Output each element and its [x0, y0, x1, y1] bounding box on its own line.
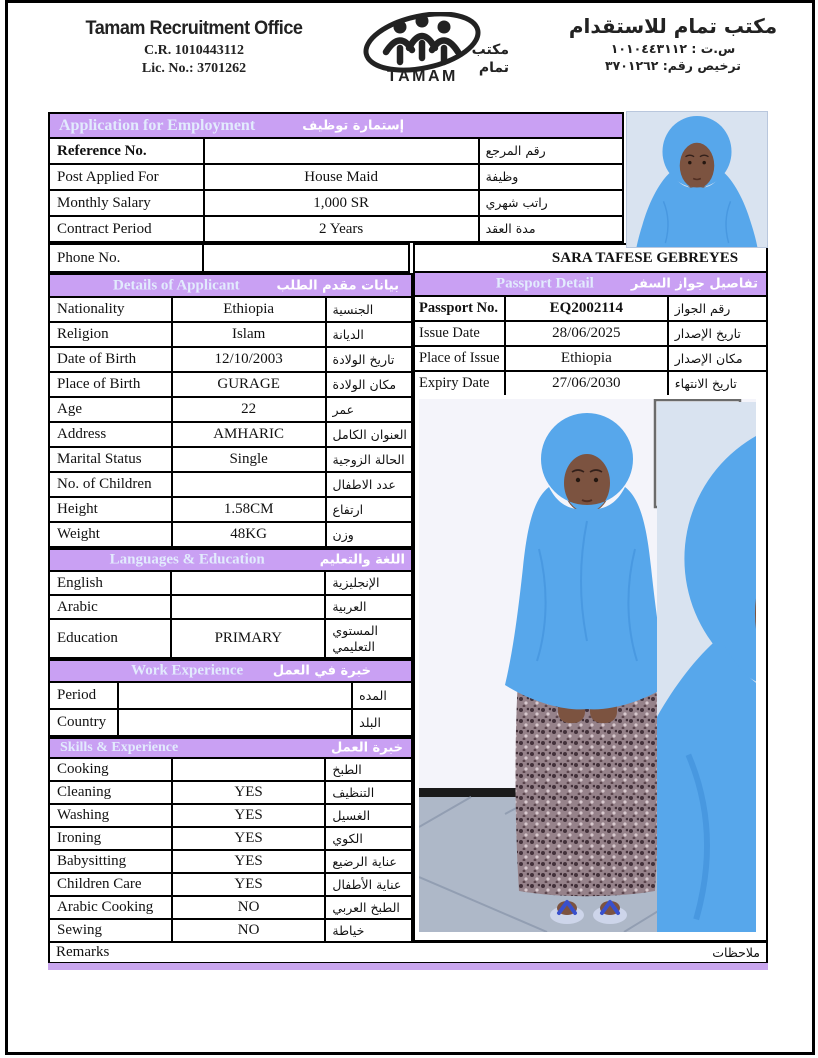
field-value: 2 Years: [204, 216, 479, 242]
field-label-arabic: العنوان الكامل: [326, 422, 412, 447]
field-value: YES: [172, 850, 326, 873]
field-value: YES: [172, 781, 326, 804]
license-number: Lic. No.: 3701262: [141, 61, 247, 76]
field-value: EQ2002114: [505, 296, 668, 321]
section-title-arabic: خبرة في العمل: [272, 663, 371, 679]
field-label-arabic: البلد: [352, 709, 412, 736]
field-label-arabic: عدد الاطفال: [326, 472, 412, 497]
field-label: Religion: [49, 322, 172, 347]
field-value: [171, 571, 325, 595]
work-experience-section: [48, 659, 413, 737]
languages-header-bar: [48, 548, 413, 572]
field-label-arabic: التنظيف: [325, 781, 412, 804]
table-row: [49, 322, 412, 347]
skills-header-bar: [48, 737, 413, 759]
field-label: Arabic: [49, 595, 171, 619]
table-row: [49, 919, 412, 942]
field-value: AMHARIC: [172, 422, 326, 447]
eye: [594, 478, 598, 482]
section-title-arabic: تفاصيل جواز السفر: [630, 276, 758, 292]
section-title: Passport Detail: [495, 275, 594, 292]
field-label-arabic: الكوي: [325, 827, 412, 850]
field-value: Islam: [172, 322, 326, 347]
field-label-arabic: وظيفة: [479, 164, 623, 190]
field-value: [203, 244, 409, 272]
applicant-full-body-photo: [419, 399, 756, 932]
field-label-arabic: خياطة: [325, 919, 412, 942]
table-row: [49, 827, 412, 850]
section-title: Skills & Experience: [60, 740, 179, 755]
section-title-arabic: خبرة العمل: [331, 740, 403, 756]
field-label-arabic: مدة العقد: [479, 216, 623, 242]
section-title-arabic: إستمارة توظيف: [302, 118, 405, 133]
field-label: Washing: [49, 804, 172, 827]
field-value: [118, 709, 352, 736]
field-label-arabic: الطبخ العربي: [325, 896, 412, 919]
field-label-arabic: الديانة: [326, 322, 412, 347]
remarks-label: Remarks: [56, 944, 110, 960]
field-label: Passport No.: [414, 296, 505, 321]
section-title: Languages & Education: [109, 551, 265, 568]
field-label-arabic: العربية: [325, 595, 412, 619]
field-label: Ironing: [49, 827, 172, 850]
field-value: [171, 595, 325, 619]
field-label: Reference No.: [49, 138, 204, 164]
commercial-registration: C.R. 1010443112: [144, 43, 244, 58]
field-value: 12/10/2003: [172, 347, 326, 372]
table-row: [49, 422, 412, 447]
logo-wordmark: TAMAM: [387, 68, 458, 84]
tamam-logo-icon: [360, 12, 510, 84]
field-label: Address: [49, 422, 172, 447]
table-row: [49, 595, 412, 619]
field-value: [172, 758, 326, 781]
table-row: [49, 216, 623, 242]
phone-section: [48, 243, 410, 273]
section-title: Details of Applicant: [113, 277, 240, 293]
section-title: Work Experience: [131, 662, 244, 679]
field-label: Education: [49, 619, 171, 658]
field-value: YES: [172, 873, 326, 896]
field-label: Cleaning: [49, 781, 172, 804]
field-label: English: [49, 571, 171, 595]
field-value: 28/06/2025: [505, 321, 668, 346]
table-row: [49, 347, 412, 372]
skills-section: [48, 737, 413, 943]
field-value: GURAGE: [172, 372, 326, 397]
field-value: Single: [172, 447, 326, 472]
section-title: Application for Employment: [59, 116, 256, 134]
field-label-arabic: عناية الرضيع: [325, 850, 412, 873]
logo-arabic-word-2: تمام: [478, 60, 509, 76]
table-row: [49, 297, 412, 322]
table-row: [49, 619, 412, 658]
skills-table: [48, 757, 413, 943]
field-label: Place of Birth: [49, 372, 172, 397]
field-value: [172, 472, 326, 497]
remarks-label-arabic: ملاحظات: [712, 945, 760, 960]
table-row: [49, 164, 623, 190]
applicant-name: SARA TAFESE GEBREYES: [414, 244, 767, 272]
field-label-arabic: راتب شهري: [479, 190, 623, 216]
field-label: Place of Issue: [414, 346, 505, 371]
field-label: Cooking: [49, 758, 172, 781]
table-row: [414, 321, 767, 346]
table-row: [49, 522, 412, 547]
field-label-arabic: الغسيل: [325, 804, 412, 827]
table-row: [49, 682, 412, 709]
table-row: [414, 371, 767, 396]
field-label-arabic: ارتفاع: [326, 497, 412, 522]
field-label: Country: [49, 709, 118, 736]
table-row: [49, 873, 412, 896]
passport-table: [413, 295, 768, 397]
table-row: [414, 296, 767, 321]
field-label: Monthly Salary: [49, 190, 204, 216]
phone-table: [48, 243, 410, 273]
field-label-arabic: تاريخ الولادة: [326, 347, 412, 372]
application-table: [48, 137, 624, 243]
field-label: Babysitting: [49, 850, 172, 873]
field-label: Weight: [49, 522, 172, 547]
table-row: [49, 244, 409, 272]
field-label-arabic: عناية الأطفال: [325, 873, 412, 896]
field-label: Period: [49, 682, 118, 709]
details-section: [48, 273, 413, 548]
office-name-arabic: مكتب تمام للاستقدام: [568, 14, 778, 38]
field-value: PRIMARY: [171, 619, 325, 658]
field-label: Issue Date: [414, 321, 505, 346]
commercial-registration-arabic: س.ت : ١٠١٠٤٤٣١١٢: [610, 41, 736, 56]
field-label: Age: [49, 397, 172, 422]
field-value: 48KG: [172, 522, 326, 547]
application-section: [48, 112, 624, 243]
field-label: Date of Birth: [49, 347, 172, 372]
field-label-arabic: الجنسية: [326, 297, 412, 322]
field-label-arabic: الطبخ: [325, 758, 412, 781]
details-table: [48, 296, 413, 548]
field-label: Expiry Date: [414, 371, 505, 396]
applicant-portrait-photo: [626, 111, 768, 248]
logo-arabic-word-1: مكتب: [471, 42, 509, 58]
table-row: [49, 850, 412, 873]
letterhead-left: [58, 18, 330, 77]
work-experience-table: [48, 681, 413, 737]
languages-table: [48, 570, 413, 659]
field-value: [204, 138, 479, 164]
table-row: [49, 896, 412, 919]
table-row: [49, 571, 412, 595]
field-label-arabic: الحالة الزوجية: [326, 447, 412, 472]
office-name: Tamam Recruitment Office: [85, 18, 303, 39]
field-label-arabic: المده: [352, 682, 412, 709]
field-label: Height: [49, 497, 172, 522]
figure-head: [438, 21, 451, 34]
field-value: NO: [172, 919, 326, 942]
passport-header-bar: [413, 271, 768, 297]
logo-figures: [386, 36, 458, 62]
table-row: [49, 397, 412, 422]
license-number-arabic: ترخيص رقم: ٣٧٠١٢٦٢: [605, 58, 741, 73]
field-label-arabic: تاريخ الإصدار: [668, 321, 767, 346]
figure-head: [394, 21, 407, 34]
bottom-purple-strip: [48, 963, 768, 970]
table-row: [49, 447, 412, 472]
section-title-arabic: اللغة والتعليم: [319, 552, 405, 568]
field-label-arabic: رقم المرجع: [479, 138, 623, 164]
field-value: [118, 682, 352, 709]
letterhead-right: [548, 14, 798, 73]
full-body-photo-cell: [413, 395, 768, 942]
remarks-row: [48, 941, 768, 964]
languages-section: [48, 548, 413, 659]
field-value: 27/06/2030: [505, 371, 668, 396]
field-label-arabic: مكان الإصدار: [668, 346, 767, 371]
field-label-arabic: المستوي التعليمي: [325, 619, 412, 658]
field-label-arabic: عمر: [326, 397, 412, 422]
field-value: NO: [172, 896, 326, 919]
field-value: Ethiopia: [505, 346, 668, 371]
table-row: [49, 497, 412, 522]
field-value: House Maid: [204, 164, 479, 190]
field-value: Ethiopia: [172, 297, 326, 322]
field-value: 1.58CM: [172, 497, 326, 522]
table-row: [49, 781, 412, 804]
table-row: [49, 138, 623, 164]
field-label: Marital Status: [49, 447, 172, 472]
table-row: [49, 472, 412, 497]
field-label: Children Care: [49, 873, 172, 896]
field-label: Phone No.: [49, 244, 203, 272]
field-value: 22: [172, 397, 326, 422]
table-row: [49, 190, 623, 216]
eye: [576, 478, 580, 482]
table-row: [49, 804, 412, 827]
field-value: YES: [172, 804, 326, 827]
passport-section: [413, 271, 768, 397]
field-label: Contract Period: [49, 216, 204, 242]
field-label-arabic: الإنجليزية: [325, 571, 412, 595]
field-label-arabic: مكان الولادة: [326, 372, 412, 397]
field-label: Nationality: [49, 297, 172, 322]
table-row: [49, 372, 412, 397]
field-value: 1,000 SR: [204, 190, 479, 216]
work-header-bar: [48, 659, 413, 683]
field-label-arabic: رقم الجواز: [668, 296, 767, 321]
field-label: Sewing: [49, 919, 172, 942]
figure-head: [416, 15, 429, 28]
application-header-bar: [48, 112, 624, 139]
field-value: YES: [172, 827, 326, 850]
details-header-bar: [48, 273, 413, 298]
table-row: [414, 346, 767, 371]
field-label: Arabic Cooking: [49, 896, 172, 919]
field-label-arabic: وزن: [326, 522, 412, 547]
field-label: Post Applied For: [49, 164, 204, 190]
field-label-arabic: تاريخ الانتهاء: [668, 371, 767, 396]
field-label: No. of Children: [49, 472, 172, 497]
table-row: [49, 709, 412, 736]
section-title-arabic: بيانات مقدم الطلب: [276, 278, 399, 293]
table-row: [414, 244, 767, 272]
table-row: [49, 758, 412, 781]
